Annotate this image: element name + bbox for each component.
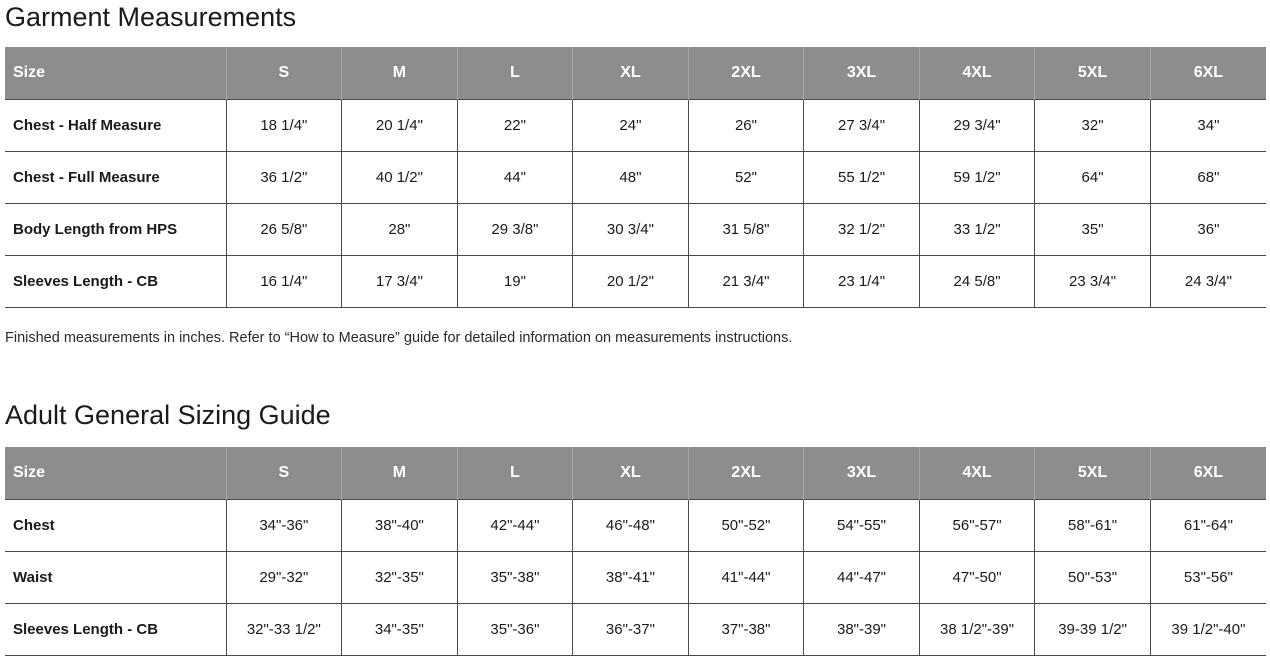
table-cell: 19" (457, 256, 573, 308)
table-cell: 23 1/4" (804, 256, 920, 308)
table-cell: 38"-40" (342, 500, 458, 552)
row-label: Sleeves Length - CB (5, 604, 226, 656)
table-cell: 61"-64" (1150, 500, 1266, 552)
size-header-label: Size (5, 447, 226, 500)
sizing-guide-table (5, 447, 1266, 656)
table-cell: 18 1/4" (226, 100, 342, 152)
table-cell: 44" (457, 152, 573, 204)
table-cell: 35"-38" (457, 552, 573, 604)
size-header-cell: 5XL (1035, 447, 1151, 500)
table-cell: 26 5/8" (226, 204, 342, 256)
table-cell: 44"-47" (804, 552, 920, 604)
table-cell: 42"-44" (457, 500, 573, 552)
row-label: Chest (5, 500, 226, 552)
table-cell: 21 3/4" (688, 256, 804, 308)
table-cell: 29 3/8" (457, 204, 573, 256)
table-row (5, 256, 1266, 308)
size-header-cell: M (342, 47, 458, 100)
garment-measurements-title: Garment Measurements (5, 2, 297, 32)
size-header-cell: 2XL (688, 47, 804, 100)
table-cell: 39 1/2"-40" (1150, 604, 1266, 656)
table-row (5, 500, 1266, 552)
table-cell: 36"-37" (573, 604, 689, 656)
table-cell: 54"-55" (804, 500, 920, 552)
table-row (5, 604, 1266, 656)
table-cell: 50"-52" (688, 500, 804, 552)
table-cell: 32 1/2" (804, 204, 920, 256)
table-cell: 30 3/4" (573, 204, 689, 256)
table-cell: 23 3/4" (1035, 256, 1151, 308)
table-cell: 53"-56" (1150, 552, 1266, 604)
table-cell: 52" (688, 152, 804, 204)
size-header-cell: XL (573, 447, 689, 500)
table-cell: 41"-44" (688, 552, 804, 604)
table-cell: 33 1/2" (919, 204, 1035, 256)
row-label: Sleeves Length - CB (5, 256, 226, 308)
table-row (5, 204, 1266, 256)
table-cell: 58"-61" (1035, 500, 1151, 552)
table-cell: 36 1/2" (226, 152, 342, 204)
table-cell: 47"-50" (919, 552, 1035, 604)
table-cell: 26" (688, 100, 804, 152)
table-cell: 36" (1150, 204, 1266, 256)
table-cell: 46"-48" (573, 500, 689, 552)
header-row (5, 447, 1266, 500)
row-label: Body Length from HPS (5, 204, 226, 256)
table-cell: 37"-38" (688, 604, 804, 656)
table-cell: 40 1/2" (342, 152, 458, 204)
table-cell: 20 1/2" (573, 256, 689, 308)
row-label: Chest - Full Measure (5, 152, 226, 204)
table-row (5, 152, 1266, 204)
table-cell: 34"-36" (226, 500, 342, 552)
size-header-cell: 3XL (804, 447, 920, 500)
size-header-cell: XL (573, 47, 689, 100)
table-cell: 24 5/8" (919, 256, 1035, 308)
table-cell: 27 3/4" (804, 100, 920, 152)
table-cell: 32"-33 1/2" (226, 604, 342, 656)
table-cell: 22" (457, 100, 573, 152)
table-cell: 55 1/2" (804, 152, 920, 204)
table-cell: 32"-35" (342, 552, 458, 604)
table-cell: 48" (573, 152, 689, 204)
size-header-cell: L (457, 447, 573, 500)
table-cell: 68" (1150, 152, 1266, 204)
size-header-cell: 3XL (804, 47, 920, 100)
row-label: Chest - Half Measure (5, 100, 226, 152)
size-header-cell: L (457, 47, 573, 100)
table-cell: 16 1/4" (226, 256, 342, 308)
size-header-cell: 6XL (1150, 447, 1266, 500)
size-header-cell: 4XL (919, 47, 1035, 100)
header-row (5, 47, 1266, 100)
table-cell: 35"-36" (457, 604, 573, 656)
table-row (5, 100, 1266, 152)
sizing-guide-title: Adult General Sizing Guide (5, 400, 331, 430)
table-cell: 24 3/4" (1150, 256, 1266, 308)
table-cell: 56"-57" (919, 500, 1035, 552)
table-cell: 29"-32" (226, 552, 342, 604)
size-header-cell: S (226, 447, 342, 500)
table-cell: 35" (1035, 204, 1151, 256)
garment-measurements-table (5, 47, 1266, 308)
table-cell: 38"-41" (573, 552, 689, 604)
table-cell: 28" (342, 204, 458, 256)
table-cell: 24" (573, 100, 689, 152)
table-cell: 50"-53" (1035, 552, 1151, 604)
size-header-cell: 4XL (919, 447, 1035, 500)
size-header-cell: 6XL (1150, 47, 1266, 100)
table-cell: 64" (1035, 152, 1151, 204)
table-cell: 32" (1035, 100, 1151, 152)
table-cell: 20 1/4" (342, 100, 458, 152)
table-cell: 17 3/4" (342, 256, 458, 308)
size-header-cell: 2XL (688, 447, 804, 500)
table-cell: 34" (1150, 100, 1266, 152)
table-cell: 38 1/2"-39" (919, 604, 1035, 656)
row-label: Waist (5, 552, 226, 604)
table-cell: 38"-39" (804, 604, 920, 656)
table-cell: 29 3/4" (919, 100, 1035, 152)
size-header-cell: M (342, 447, 458, 500)
size-header-label: Size (5, 47, 226, 100)
table-cell: 59 1/2" (919, 152, 1035, 204)
measurement-note: Finished measurements in inches. Refer to “How to Measure” guide for detailed information on measurements instructions. (5, 330, 793, 346)
table-row (5, 552, 1266, 604)
table-cell: 31 5/8" (688, 204, 804, 256)
table-cell: 34"-35" (342, 604, 458, 656)
size-header-cell: 5XL (1035, 47, 1151, 100)
table-cell: 39-39 1/2" (1035, 604, 1151, 656)
size-header-cell: S (226, 47, 342, 100)
